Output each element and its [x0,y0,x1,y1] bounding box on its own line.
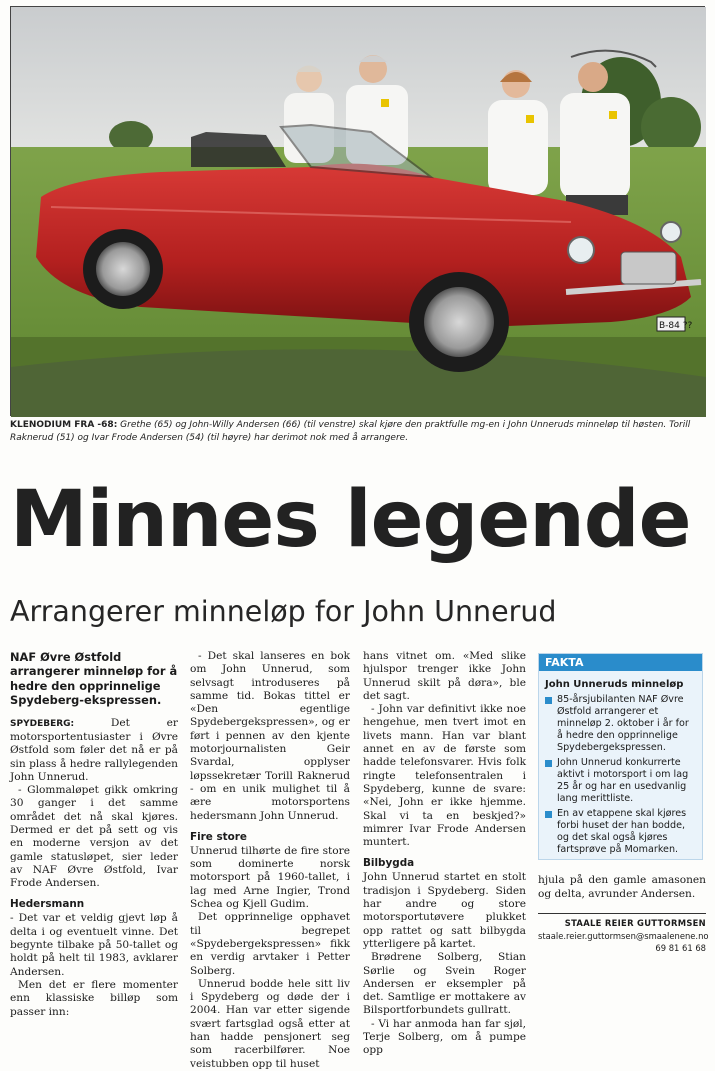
headline: Minnes legende [10,475,691,565]
square-bullet-icon [545,760,552,767]
fakta-item: En av etappene skal kjøres forbi huset der han bodde, og det skal også kjøres fartsprøve på Momarken. [539,808,702,859]
fakta-label: FAKTA [539,654,702,671]
byline-email: staale.reier.guttormsen@smaalenene.no [538,931,709,942]
rear-wheel [96,242,150,296]
col1-paragraph-4: Men det er flere momenter enn klassiske billøp som passer inn: [10,978,178,1018]
byline-phone: 69 81 61 68 [655,943,706,954]
subhead-fire-store: Fire store [190,830,247,843]
caption-text: Grethe (65) og John-Willy Andersen (66) (til venstre) skal kjøre den praktfulle mg-en i John Unneruds minneløp til høsten. Torill Raknerud (51) og Ivar Frode Andersen (54) (til høyre) har derimot nok med å arrangere. [10,420,691,443]
lede: NAF Øvre Østfold arrangerer minneløp for å hedre den opprinnelige Spydeberg-ekspressen. [10,650,178,708]
fakta-item: John Unnerud konkurrerte aktivt i motorsport i om lag 25 år og har en usedvanlig lang merittliste. [539,757,702,808]
column-2 [190,650,350,1071]
col1-paragraph-1: Det er motorsportentusiaster i Øvre Østfold som føler det nå er på sin plass å hedre rallylegenden John Unnerud. [10,716,178,783]
license-plate: B-84 ?? [659,321,693,331]
col1-paragraph-2: - Glommaløpet gikk omkring 30 ganger i det samme området det nå skal kjøres. Dermed er det på sett og vis en moderne versjon av det gamle statusløpet, sier leder av NAF Øvre Østfold, Ivar Frode Andersen. [10,784,178,890]
col2-paragraph-3: Det opprinnelige opphavet til begrepet «Spydebergekspressen» fikk en verdig arvtaker i Petter Solberg. [190,911,350,977]
subheadline: Arrangerer minneløp for John Unnerud [10,595,557,628]
col4-paragraph-1: hjula på den gamle amasonen og delta, avrunder Andersen. [538,874,706,900]
subhead-bilbygda: Bilbygda [363,857,415,870]
col3-paragraph-3: John Unnerud startet en stolt tradisjon i Spydeberg. Siden har andre og store motorsportutøvere plukket opp rattet og satt bilbygda ytterligere på kartet. [363,871,526,950]
column-4 [538,650,709,954]
fakta-title: John Unneruds minneløp [545,679,684,690]
square-bullet-icon [545,697,552,704]
col3-paragraph-4: Brødrene Solberg, Stian Sørlie og Svein Roger Andersen er eksempler på det. Samtlige er mottakere av Bilsportforbundets gullratt. [363,951,526,1017]
col3-paragraph-1: hans vitnet om. «Med slike hjulspor trenger ikke John Unnerud skilt på døra», ble det sagt. [363,650,526,702]
square-bullet-icon [545,811,552,818]
col3-paragraph-2: - John var definitivt ikke noe hengehue, men tvert imot en livets mann. Han var blant annet en av de første som hadde telefonsvarer. Hvis folk ringte telefonsentralen i Spydeberg, kunne de svare: «Nei, John er ikke hjemme. Skal vi ta en beskjed?» mimrer Ivar Frode Andersen muntert. [363,703,526,849]
photo-caption [10,419,705,444]
fakta-item: 85-årsjubilanten NAF Øvre Østfold arrangerer et minneløp 2. oktober i år for å hedre den opprinnelige Spydebergekspressen. [539,694,702,757]
byline-name: STAALE REIER GUTTORMSEN [564,917,706,928]
caption-lead: KLENODIUM FRA -68: [10,420,118,430]
front-wheel [424,287,494,357]
col2-paragraph-1: - Det skal lanseres en bok om John Unnerud, som selvsagt introduseres på samme tid. Bokas tittel er «Den egentlige Spydebergekspressen», og er ført i pennen av den kjente motorjournalisten Geir Svardal, opplyser løpssekretær Torill Raknerud - om en unik mulighet til å ære motorsportens hedersmann John Unnerud. [190,650,350,822]
subhead-hedersmann: Hedersmann [10,898,85,911]
col3-paragraph-5: - Vi har anmoda han far sjøl, Terje Solberg, om å pumpe opp [363,1017,526,1057]
column-3 [363,650,526,1058]
col1-paragraph-3: - Det var et veldig gjevt løp å delta i og eventuelt vinne. Det begynte tilbake på 50-tallet og holdt på helt til 1983, avklarer Andersen. [10,912,178,978]
dateline: SPYDEBERG: [10,718,75,729]
fakta-box [538,653,703,860]
column-1 [10,650,178,1019]
col2-paragraph-2: Unnerud tilhørte de fire store som dominerte norsk motorsport på 1960-tallet, i lag med Arne Ingier, Trond Schea og Kjell Gudim. [190,844,350,911]
col2-paragraph-4: Unnerud bodde hele sitt liv i Spydeberg og døde der i 2004. Han var etter sigende svært fartsglad også etter at han hadde pensjonert seg som racerbilfører. Noe veistubben opp til huset [190,977,350,1070]
byline [538,913,709,954]
news-photo [10,6,705,416]
